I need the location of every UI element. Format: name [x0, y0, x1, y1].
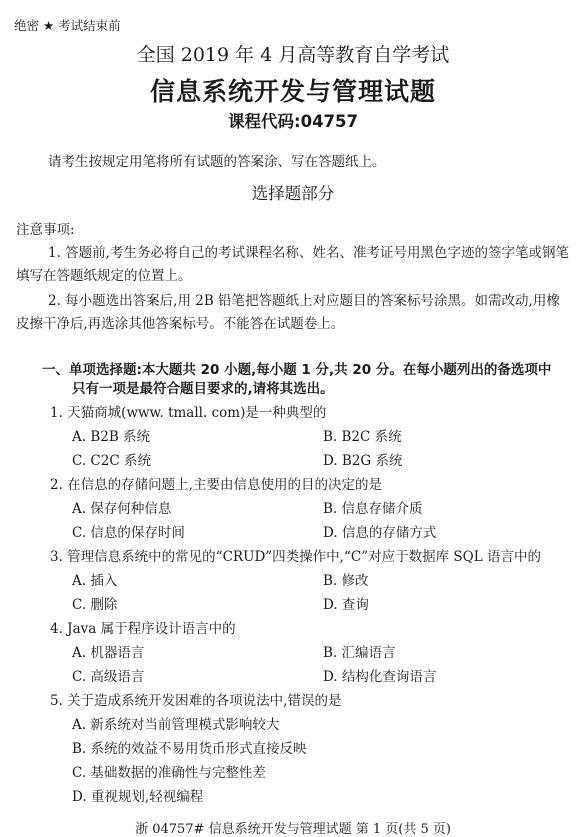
page-footer: 浙 04757# 信息系统开发与管理试题 第 1 页(共 5 页) [135, 822, 451, 837]
option-c: C. 高级语言 [72, 669, 145, 685]
option-b: B. 系统的效益不易用货币形式直接反映 [72, 741, 307, 757]
option-a: A. 插入 [72, 573, 118, 589]
option-b: B. B2C 系统 [323, 429, 402, 445]
course-code: 课程代码:04757 [227, 112, 358, 131]
option-d: D. B2G 系统 [323, 453, 403, 469]
section-title: 选择题部分 [251, 184, 335, 203]
option-b: B. 汇编语言 [323, 645, 396, 661]
option-c: C. C2C 系统 [72, 453, 151, 469]
option-a: A. B2B 系统 [72, 429, 151, 445]
option-d: D. 结构化查询语言 [323, 669, 437, 685]
exam-title: 全国 2019 年 4 月高等教育自学考试 [136, 44, 450, 66]
option-b: B. 信息存储介质 [323, 501, 423, 517]
option-d: D. 信息的存储方式 [323, 525, 437, 541]
question-stem: 5. 关于造成系统开发困难的各项说法中,错误的是 [50, 693, 342, 709]
note-1-line-2: 填写在答题纸规定的位置上。 [16, 268, 192, 284]
option-d: D. 重视规划,轻视编程 [72, 789, 204, 805]
confidential-mark: 绝密 ★ 考试结束前 [14, 18, 121, 33]
option-c: C. 删除 [72, 597, 118, 613]
part-1-heading: 一、单项选择题:本大题共 20 小题,每小题 1 分,共 20 分。在每小题列出的备选项中 [42, 362, 552, 378]
option-a: A. 新系统对当前管理模式影响较大 [72, 717, 280, 733]
notes-heading: 注意事项: [16, 222, 75, 238]
option-c: C. 信息的保存时间 [72, 525, 185, 541]
note-1-line-1: 1. 答题前,考生务必将自己的考试课程名称、姓名、准考证号用黑色字迹的签字笔或钢笔 [48, 245, 569, 261]
question-stem: 1. 天猫商城(www. tmall. com)是一种典型的 [50, 405, 327, 421]
option-b: B. 修改 [323, 573, 369, 589]
note-2-line-2: 皮擦干净后,再选涂其他答案标号。不能答在试题卷上。 [16, 316, 345, 332]
part-1-heading-cont: 只有一项是最符合题目要求的,请将其选出。 [72, 381, 334, 397]
question-stem: 2. 在信息的存储问题上,主要由信息使用的目的决定的是 [50, 477, 382, 493]
answer-instruction: 请考生按规定用笔将所有试题的答案涂、写在答题纸上。 [48, 154, 386, 170]
note-2-line-1: 2. 每小题选出答案后,用 2B 铅笔把答题纸上对应题目的答案标号涂黑。如需改动,用橡 [48, 293, 560, 309]
option-c: C. 基础数据的准确性与完整性差 [72, 765, 266, 781]
subject-title: 信息系统开发与管理试题 [149, 77, 436, 106]
question-stem: 4. Java 属于程序设计语言中的 [50, 621, 236, 637]
option-a: A. 保存何种信息 [72, 501, 172, 517]
question-stem: 3. 管理信息系统中的常见的“CRUD”四类操作中,“C”对应于数据库 SQL 语言中的 [50, 549, 541, 565]
option-d: D. 查询 [323, 597, 369, 613]
option-a: A. 机器语言 [72, 645, 145, 661]
